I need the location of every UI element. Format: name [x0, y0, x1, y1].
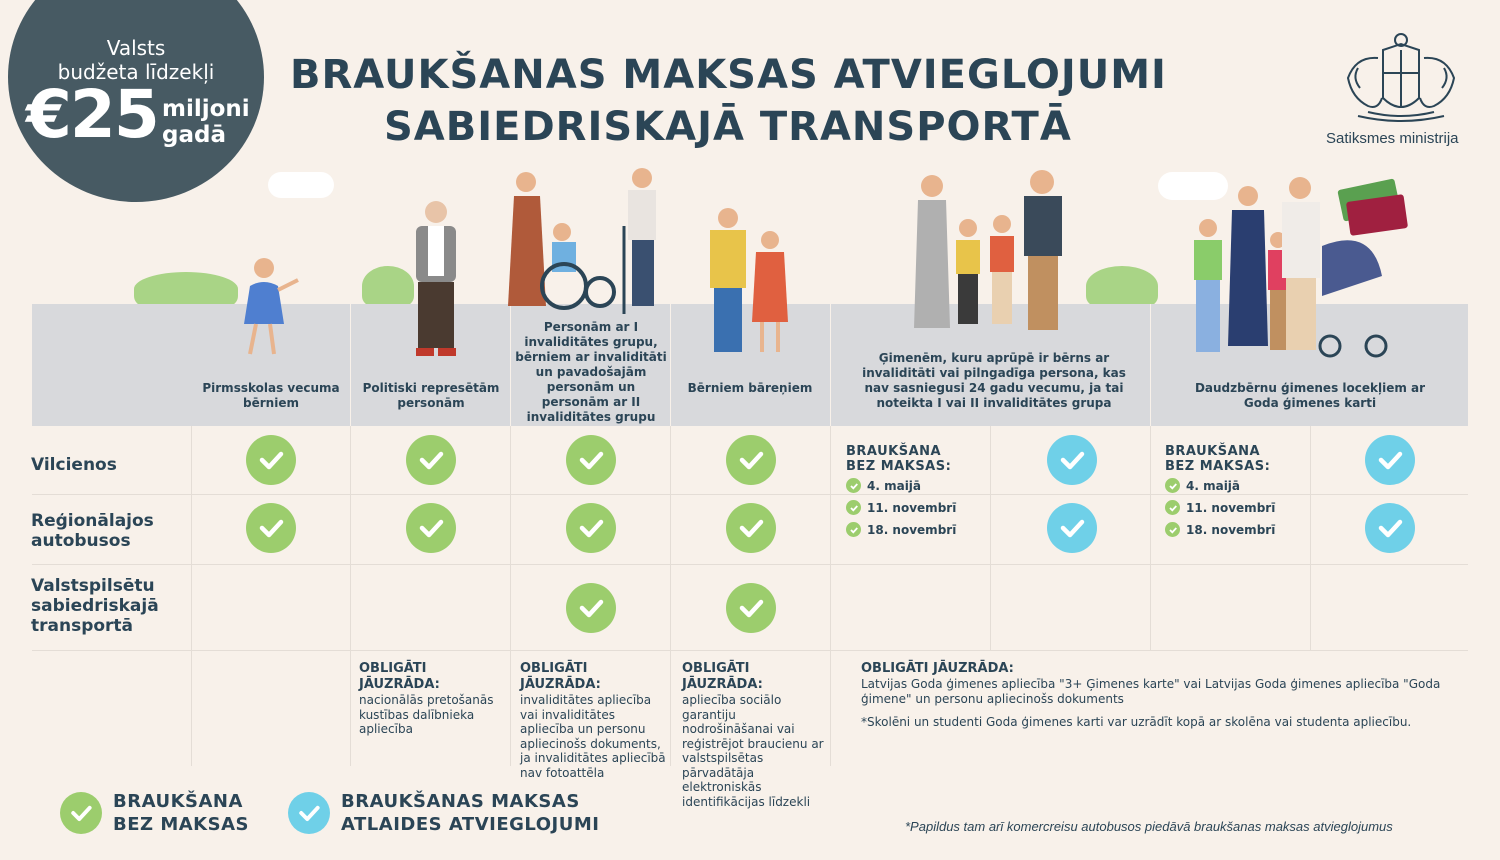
row-label-trains: Vilcienos [31, 455, 117, 475]
page-title-line1: BRAUKŠANAS MAKSAS ATVIEGLOJUMI [290, 52, 1167, 98]
check-discount-icon [1047, 435, 1097, 485]
column-divider [191, 426, 192, 766]
check-free-icon [1165, 500, 1180, 515]
budget-unit-line1: miljoni [162, 96, 250, 122]
band-divider [350, 304, 351, 426]
check-free-icon [1165, 522, 1180, 537]
check-free-icon [406, 435, 456, 485]
bush-decoration [1086, 266, 1158, 306]
column-divider [350, 426, 351, 766]
column-divider [1150, 426, 1151, 650]
column-divider [990, 426, 991, 650]
requirement-political: OBLIGĀTI JĀUZRĀDA: nacionālās pretošanās kustības dalībnieka apliecība [359, 661, 494, 736]
category-large-family: Daudzbērnu ģimenes locekļiem ar Goda ģimenes karti [1194, 381, 1426, 410]
footnote: *Papildus tam arī komercreisu autobusos piedāvā braukšanas maksas atvieglojumus [905, 819, 1393, 834]
check-free-icon [246, 435, 296, 485]
check-free-icon [726, 435, 776, 485]
band-divider [1150, 304, 1151, 426]
row-divider [32, 650, 1468, 651]
budget-label-line2: budžeta līdzekļi [57, 60, 215, 84]
free-travel-title-line2: BEZ MAKSAS: [846, 459, 952, 474]
free-date-item: 4. maijā [1165, 478, 1275, 493]
check-discount-icon [1047, 503, 1097, 553]
orphan-children-illustration [704, 206, 794, 362]
free-travel-title-line1: BRAUKŠANA [846, 444, 942, 459]
family-disability-illustration [910, 168, 1080, 338]
check-free-icon [846, 500, 861, 515]
cloud-decoration [268, 172, 334, 198]
ministry-name: Satiksmes ministrija [1326, 130, 1459, 147]
check-free-icon [566, 435, 616, 485]
column-divider [510, 426, 511, 766]
row-divider [32, 564, 1468, 565]
column-divider [830, 426, 831, 766]
elderly-person-illustration [402, 196, 462, 362]
preschool-child-illustration [236, 254, 306, 362]
free-travel-title-line1: BRAUKŠANA [1165, 444, 1261, 459]
requirement-disability: OBLIGĀTI JĀUZRĀDA: invaliditātes apliecība vai invaliditātes apliecība un personu apliecinošs dokuments, ja invaliditātes apliecībā nav fotoattēla [520, 661, 666, 780]
check-free-icon [846, 478, 861, 493]
free-date-item: 18. novembrī [1165, 522, 1275, 537]
check-free-icon [726, 583, 776, 633]
free-travel-box-family-disability [846, 444, 956, 537]
band-divider [510, 304, 511, 426]
legend-discount-icon [288, 792, 330, 834]
column-divider [670, 426, 671, 766]
free-date-item: 11. novembrī [1165, 500, 1275, 515]
free-date-item: 11. novembrī [846, 500, 956, 515]
check-free-icon [566, 583, 616, 633]
budget-label-line1: Valsts [106, 36, 166, 60]
disability-group-illustration [506, 166, 676, 316]
check-free-icon [246, 503, 296, 553]
requirement-orphans: OBLIGĀTI JĀUZRĀDA: apliecība sociālo garantiju nodrošināšanai vai reģistrējot braucienu ar valstspilsētas pārvadātāja elektroniskās identifikācijas līdzekli [682, 661, 824, 809]
budget-circle [8, 0, 264, 202]
free-date-item: 4. maijā [846, 478, 956, 493]
bush-decoration [134, 272, 238, 306]
coat-of-arms-icon [1338, 28, 1464, 128]
free-travel-box-large-family [1165, 444, 1275, 537]
legend-discount-label: BRAUKŠANAS MAKSAS ATLAIDES ATVIEGLOJUMI [341, 791, 600, 835]
category-orphans: Bērniem bāreņiem [687, 381, 813, 395]
column-divider [1310, 426, 1311, 650]
row-label-city-transport: Valstspilsētu sabiedriskajā transportā [31, 576, 159, 636]
legend-free-icon [60, 792, 102, 834]
large-family-illustration [1172, 176, 1412, 362]
free-date-item: 18. novembrī [846, 522, 956, 537]
band-divider [670, 304, 671, 426]
category-preschool: Pirmsskolas vecuma bērniem [202, 381, 340, 410]
category-political: Politiski represētām personām [362, 381, 500, 410]
category-disability: Personām ar I invaliditātes grupu, bērniem ar invaliditāti un pavadošajām personām un personām ar II invaliditātes grupu [515, 320, 667, 424]
legend-free-label: BRAUKŠANA BEZ MAKSAS [113, 791, 249, 835]
budget-unit-line2: gadā [162, 122, 226, 148]
free-travel-title-line2: BEZ MAKSAS: [1165, 459, 1271, 474]
check-free-icon [566, 503, 616, 553]
row-label-regional-buses: Reģionālajos autobusos [31, 511, 154, 551]
check-free-icon [846, 522, 861, 537]
budget-amount: €25 [26, 76, 158, 153]
requirement-family: OBLIGĀTI JĀUZRĀDA: Latvijas Goda ģimenes apliecība "3+ Ģimenes karte" vai Latvijas Goda ģimenes apliecība "Goda ģimene" un personu apliecinošs dokuments *Skolēni un studenti Goda ģimenes karti var uzrādīt kopā ar skolēna vai studenta apliecību. [861, 661, 1441, 729]
check-discount-icon [1365, 503, 1415, 553]
band-divider [830, 304, 831, 426]
check-free-icon [406, 503, 456, 553]
check-free-icon [726, 503, 776, 553]
check-discount-icon [1365, 435, 1415, 485]
check-free-icon [1165, 478, 1180, 493]
page-title-line2: SABIEDRISKAJĀ TRANSPORTĀ [384, 104, 1072, 150]
category-family-disability: Ģimenēm, kuru aprūpē ir bērns ar invaliditāti vai pilngadīga persona, kas nav sasniegusi 24 gadu vecumu, ja tai noteikta I vai II invaliditātes grupa [862, 351, 1126, 410]
